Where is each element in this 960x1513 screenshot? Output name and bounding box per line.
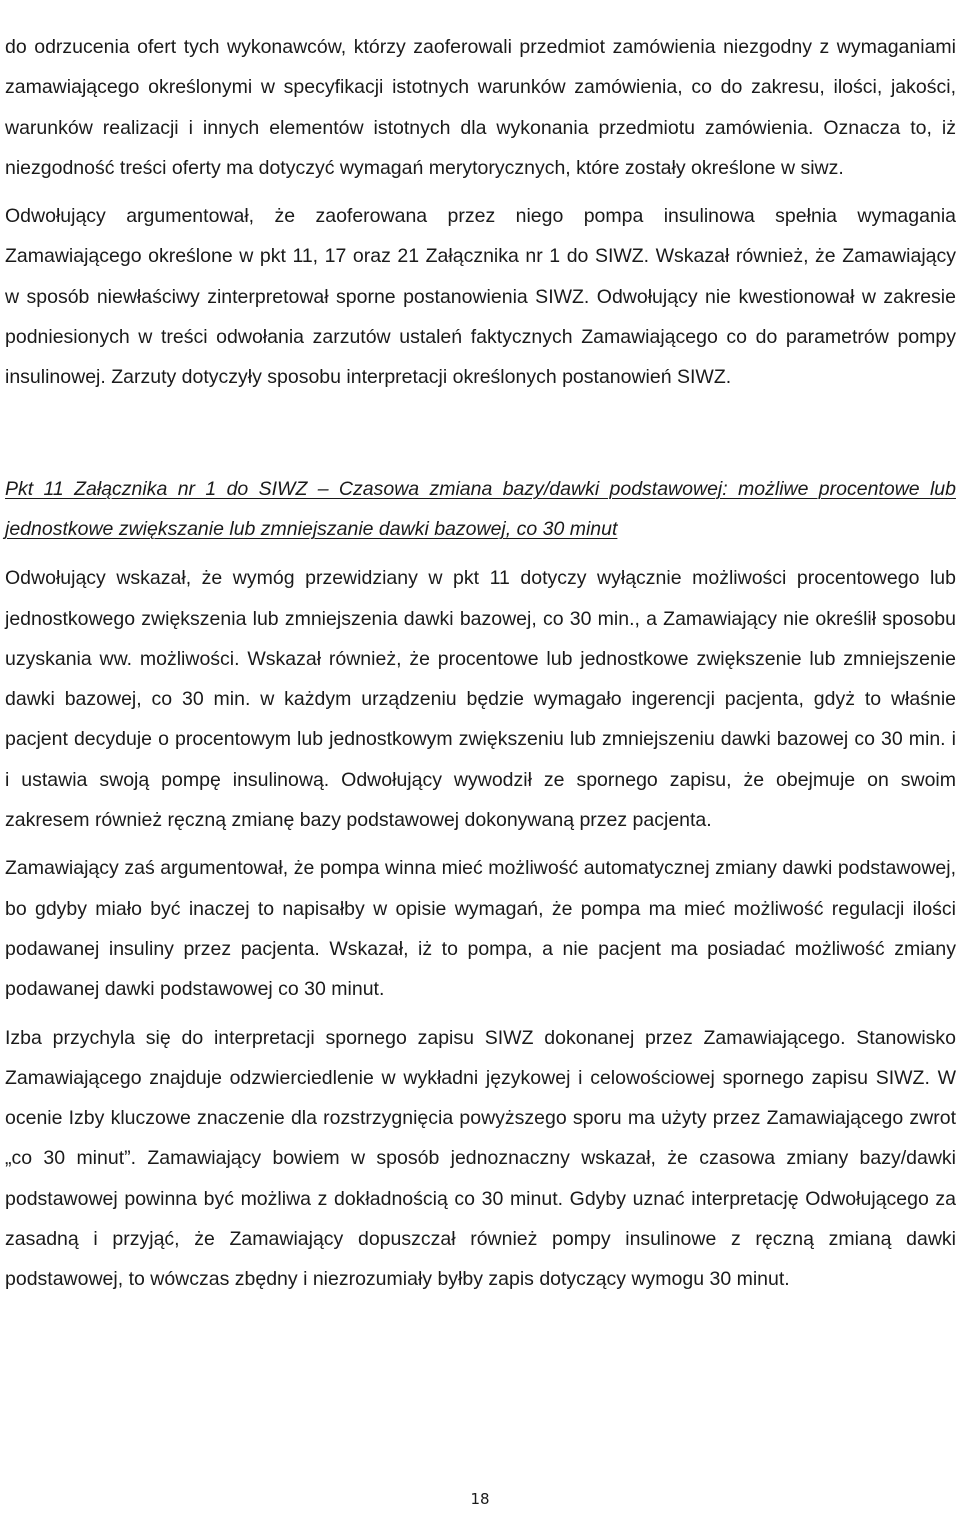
paragraph: Zamawiający zaś argumentował, że pompa winna mieć możliwość automatycznej zmiany dawki podstawowej, bo gdyby miało być inaczej to napisałby w opisie wymagań, że pompa ma mieć możliwość regulacji ilości podawanej insuliny przez pacjenta. Wskazał, iż to pompa, a nie pacjent ma posiadać możliwość zmiany podawanej dawki podstawowej co 30 minut. xyxy=(5,857,956,1001)
paragraph: Izba przychyla się do interpretacji spornego zapisu SIWZ dokonanej przez Zamawiającego. Stanowisko Zamawiającego znajduje odzwierciedlenie w wykładni językowej i celowościowej spornego zapisu SIWZ. W ocenie Izby kluczowe znaczenie dla rozstrzygnięcia powyższego sporu ma użyty przez Zamawiającego zwrot „co 30 minut”. Zamawiający bowiem w sposób jednoznaczny wskazał, że czasowa zmiany bazy/dawki podstawowej powinna być możliwa z dokładnością co 30 minut. Gdyby uznać interpretację Odwołującego za zasadną i przyjąć, że Zamawiający dopuszczał również pompy insulinowe z ręczną zmianą dawki podstawowej, to wówczas zbędny i niezrozumiały byłby zapis dotyczący wymogu 30 minut. xyxy=(5,1026,956,1291)
document-page xyxy=(5,0,956,1300)
paragraph: Odwołujący argumentował, że zaoferowana przez niego pompa insulinowa spełnia wymagania Zamawiającego określone w pkt 11, 17 oraz 21 Załącznika nr 1 do SIWZ. Wskazał również, że Zamawiający w sposób niewłaściwy zinterpretował sporne postanowienia SIWZ. Odwołujący nie kwestionował w zakresie podniesionych w treści odwołania zarzutów ustaleń faktycznych Zamawiającego co do parametrów pompy insulinowej. Zarzuty dotyczyły sposobu interpretacji określonych postanowień SIWZ. xyxy=(5,205,956,389)
section-heading: Pkt 11 Załącznika nr 1 do SIWZ – Czasowa zmiana bazy/dawki podstawowej: możliwe procentowe lub jednostkowe zwiększanie lub zmniejszanie dawki bazowej, co 30 minut xyxy=(5,477,956,540)
page-number: 18 xyxy=(470,1490,490,1508)
paragraph: do odrzucenia ofert tych wykonawców, którzy zaoferowali przedmiot zamówienia niezgodny z wymaganiami zamawiającego określonymi w specyfikacji istotnych warunków zamówienia, co do zakresu, ilości, jakości, warunków realizacji i innych elementów istotnych dla wykonania przedmiotu zamówienia. Oznacza to, iż niezgodność treści oferty ma dotyczyć wymagań merytorycznych, które zostały określone w siwz. xyxy=(5,36,956,179)
paragraph: Odwołujący wskazał, że wymóg przewidziany w pkt 11 dotyczy wyłącznie możliwości procentowego lub jednostkowego zwiększenia lub zmniejszenia dawki bazowej, co 30 min., a Zamawiający nie określił sposobu uzyskania ww. możliwości. Wskazał również, że procentowe lub jednostkowe zwiększenie lub zmniejszenie dawki bazowej, co 30 min. w każdym urządzeniu będzie wymagało ingerencji pacjenta, gdyż to właśnie pacjent decyduje o procentowym lub jednostkowym zwiększeniu lub zmniejszeniu dawki bazowej co 30 min. i i ustawia swoją pompę insulinową. Odwołujący wywodził ze spornego zapisu, że obejmuje on swoim zakresem również ręczną zmianę bazy podstawowej dokonywaną przez pacjenta. xyxy=(5,567,956,832)
